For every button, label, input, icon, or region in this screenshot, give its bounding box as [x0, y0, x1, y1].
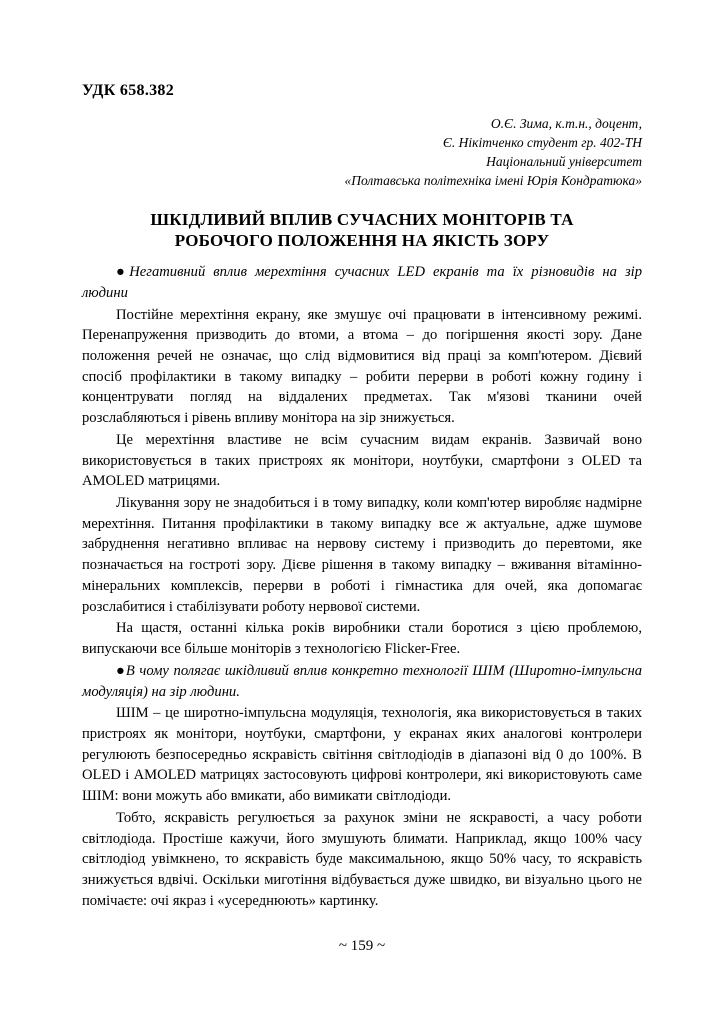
- author-line-1: О.Є. Зима, к.т.н., доцент,: [490, 116, 642, 131]
- author-line-2: Є. Нікітченко студент гр. 402-ТН: [442, 135, 642, 151]
- udk-code: УДК 658.382: [82, 82, 175, 99]
- page-title: [82, 209, 642, 253]
- paragraph-1: Постійне мерехтіння екрану, яке змушує очі працювати в інтенсивному режимі. Перенапруження призводить до втоми, а втома – до погіршення якості зору. Дане положення речей не означає, що слід відмовитися від праці за комп'ютером. Дієвий спосіб профілактики в такому випадку – робити перерви в роботі кожну годину і концентрувати погляд на віддалених предметах. Так м'язові тканини очей розслабляються і рівень впливу монітора на зір знижується.: [82, 306, 642, 427]
- author-line-3: Національний університет: [486, 154, 642, 170]
- paragraph-2: Це мерехтіння властиве не всім сучасним видам екранів. Зазвичай воно використовується в таких пристроях як монітори, ноутбуки, смартфони з OLED та AMOLED матрицями.: [82, 431, 642, 490]
- paragraph-5: ШІМ – це широтно-імпульсна модуляція, технологія, яка використовується в таких пристроях як монітори, ноутбуки, смартфони, у екранах яких аналогові контролери регулюють безпосередньо яскравість світіння світлодіодів в діапазоні від 0 до 100%. В OLED і AMOLED матрицях застосовують цифрові контролери, які використовують саме ШІМ: вони можуть або вмикати, або вимикати світлодіоди.: [82, 705, 642, 805]
- author-block: [82, 114, 642, 191]
- paragraph-bullet-2: [82, 661, 642, 702]
- paragraph-text: В чому полягає шкідливий вплив конкретно технології ШІМ (Широтно-імпульсна модуляція) на зір людини.: [82, 662, 642, 700]
- paragraph-6: Тобто, яскравість регулюється за рахунок зміни не яскравості, а часу роботи світлодіода. Простіше кажучи, його змушують блимати. Наприклад, якщо 100% часу світлодіод увімкнено, то яскравість буде максимальною, якщо 50% часу, то яскравість знижується вдвічі. Оскільки миготіння відбувається дуже швидко, ви візуально цього не помічаєте: очі якраз і «усереднюють» картинку.: [82, 809, 642, 909]
- page-title-line-2: РОБОЧОГО ПОЛОЖЕННЯ НА ЯКІСТЬ ЗОРУ: [174, 231, 550, 251]
- paragraph-text: Негативний вплив мерехтіння сучасних LED екранів та їх різновидів на зір людини: [82, 264, 642, 301]
- page-content: [82, 82, 642, 912]
- bullet-icon: ●: [116, 662, 126, 679]
- paragraph-3: Лікування зору не знадобиться і в тому випадку, коли комп'ютер виробляє надмірне мерехтіння. Питання профілактики в такому випадку все ж актуальне, адже шумове забруднення негативно впливає на нервову систему і призводить до перевтоми, яке позначається на гостроті зору. Дієве рішення в такому випадку – вживання вітамінно-мінеральних комплексів, перерви в роботі і гімнастика для очей, яка допомагає розслабитися і стабілізувати роботу нервової системи.: [82, 495, 642, 615]
- page-number: ~ 159 ~: [338, 938, 386, 954]
- bullet-icon: ●: [116, 264, 130, 281]
- paragraph-bullet-1: [82, 262, 642, 303]
- page-title-line-1: ШКІДЛИВИЙ ВПЛИВ СУЧАСНИХ МОНІТОРІВ ТА: [150, 209, 574, 229]
- author-line-4: «Полтавська політехніка імені Юрія Кондратюка»: [344, 173, 642, 189]
- paragraph-4: На щастя, останні кілька років виробники стали боротися з цією проблемою, випускаючи все більше моніторів з технологією Flicker-Free.: [82, 620, 642, 658]
